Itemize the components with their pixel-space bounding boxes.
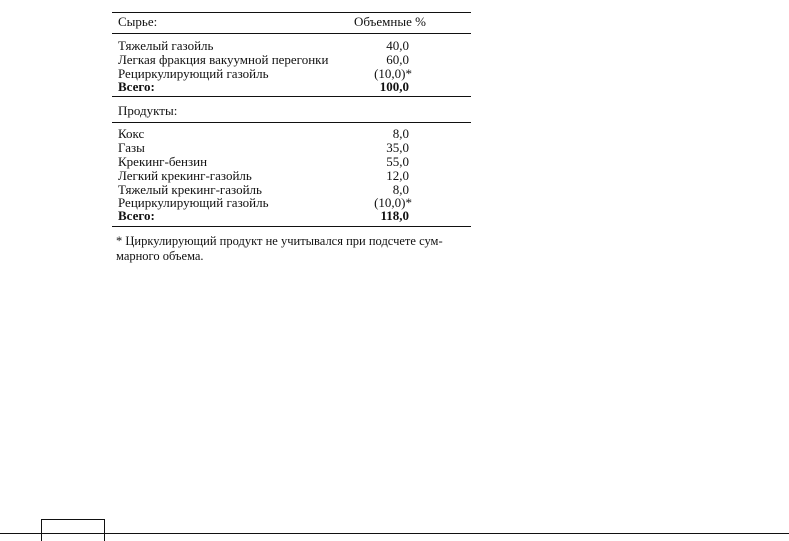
products-header-rule — [112, 122, 471, 123]
row-label: Легкий крекинг-газойль — [118, 168, 252, 183]
row-value: 60,0 — [386, 52, 409, 67]
row-value: 8,0 — [392, 126, 409, 141]
row-label: Тяжелый крекинг-газойль — [118, 182, 262, 197]
row-label: Тяжелый газойль — [118, 38, 214, 53]
page-corner-tab — [41, 519, 105, 541]
footnote-line: марного объема. — [116, 249, 204, 263]
table-top-rule — [112, 12, 471, 13]
page-bottom-line — [0, 533, 789, 534]
row-value: (10,0)* — [374, 66, 412, 81]
total-value: 118,0 — [380, 208, 409, 223]
footnote-line: * Циркулирующий продукт не учитывался при подсчете сум- — [116, 234, 443, 248]
row-value: 12,0 — [386, 168, 409, 183]
row-label: Крекинг-бензин — [118, 154, 208, 169]
footnote — [116, 234, 471, 264]
row-label: Рециркулирующий газойль — [118, 195, 269, 210]
header-rule — [112, 33, 471, 34]
row-label: Легкая фракция вакуумной перегонки — [118, 52, 329, 67]
row-label: Газы — [118, 140, 145, 155]
section-rule — [112, 96, 471, 97]
row-value: 8,0 — [392, 182, 409, 197]
row-value: 40,0 — [386, 38, 409, 53]
row-label: Рециркулирующий газойль — [118, 66, 269, 81]
row-value: 35,0 — [386, 140, 409, 155]
row-label: Кокс — [118, 126, 145, 141]
total-label: Всего: — [118, 208, 155, 223]
row-value: (10,0)* — [374, 195, 412, 210]
row-value: 55,0 — [386, 154, 409, 169]
products-header: Продукты: — [118, 103, 178, 118]
total-label: Всего: — [118, 79, 155, 94]
volume-percent-header: Объемные % — [354, 14, 426, 29]
feed-header: Сырье: — [118, 14, 158, 29]
total-value: 100,0 — [379, 79, 409, 94]
table-bottom-rule — [112, 226, 471, 227]
